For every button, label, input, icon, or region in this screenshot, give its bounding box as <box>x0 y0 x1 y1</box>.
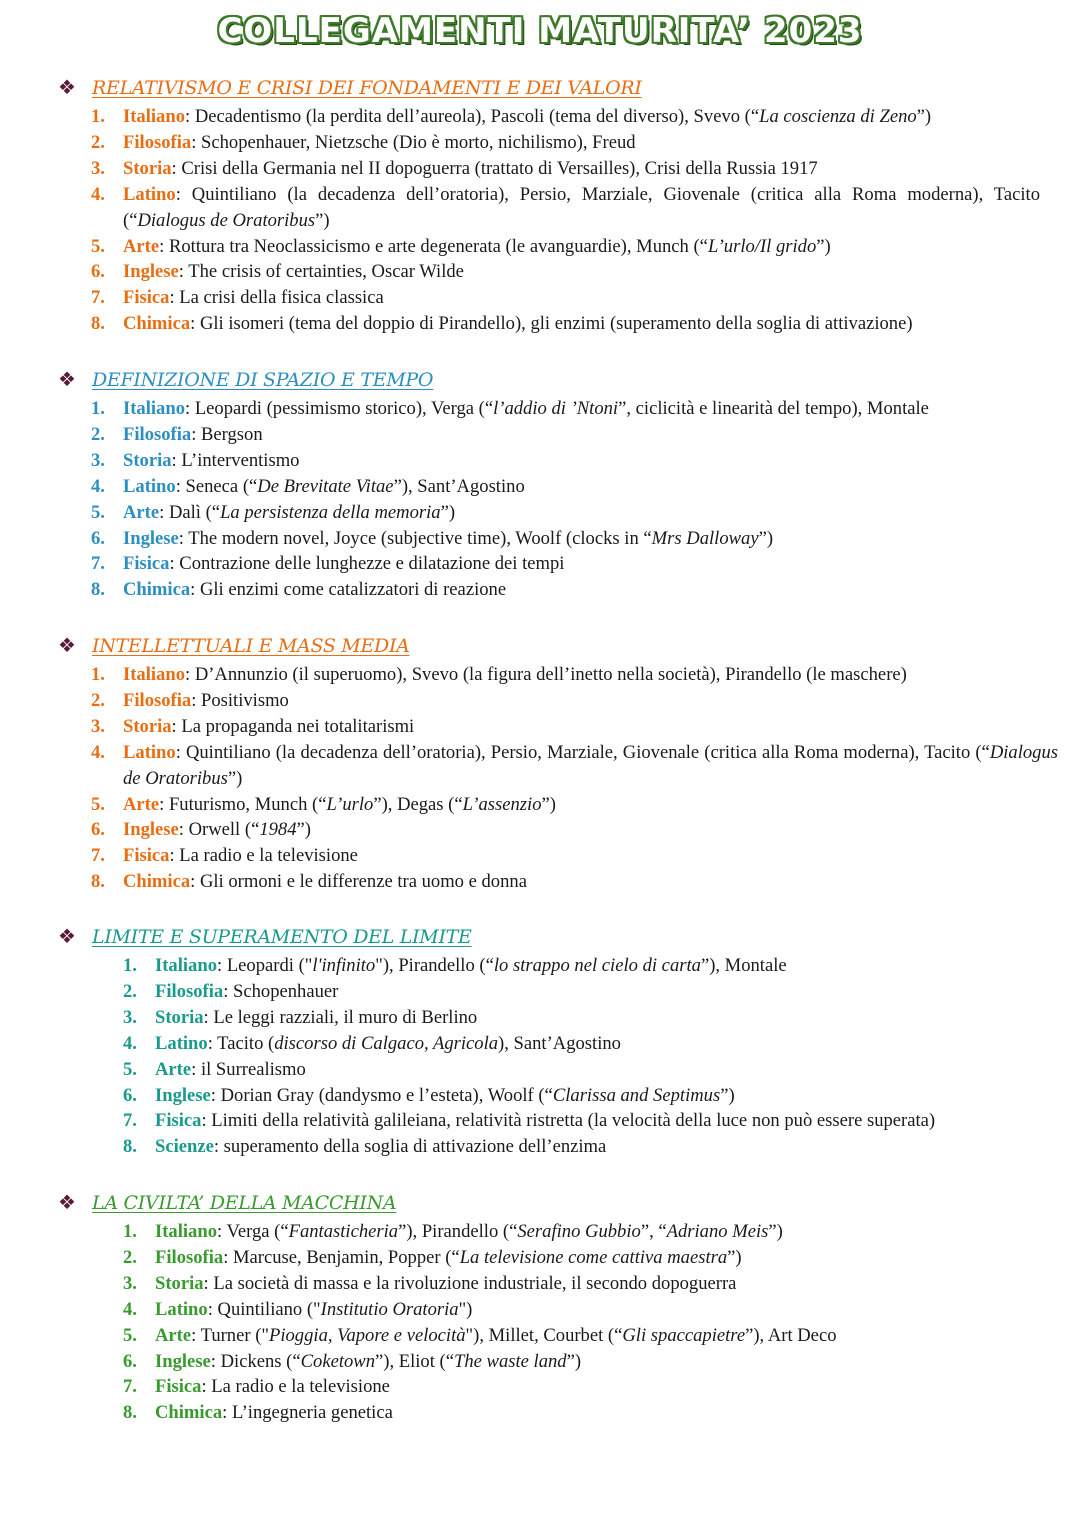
topic-description: : La crisi della fisica classica <box>169 287 384 309</box>
topic-description: : Gli ormoni e le differenze tra uomo e donna <box>190 871 527 893</box>
subject-label: Inglese <box>123 261 179 283</box>
subject-label: Latino <box>155 1298 208 1320</box>
item-number: 3. <box>91 449 105 471</box>
item-number: 8. <box>91 579 105 601</box>
item-number: 1. <box>123 955 137 976</box>
topic-description: : The modern novel, Joyce (subjective time), Woolf (clocks in “Mrs Dalloway”) <box>178 527 774 549</box>
topic-description: : Decadentismo (la perdita dell’aureola), Pascoli (tema del diverso), Svevo (“La coscienza di Zeno”) <box>185 106 932 127</box>
topic-description: : Le leggi razziali, il muro di Berlino <box>203 1006 478 1028</box>
item-number: 5. <box>123 1324 137 1346</box>
list-item <box>0 714 1080 740</box>
section-heading: RELATIVISMO E CRISI DEI FONDAMENTI E DEI VALORI <box>92 77 642 99</box>
item-number: 5. <box>91 235 105 257</box>
subject-label: Italiano <box>123 664 185 685</box>
subject-label: Latino <box>123 741 176 763</box>
subject-label: Inglese <box>155 1084 211 1106</box>
subject-label: Filosofia <box>123 689 192 711</box>
item-number: 6. <box>91 261 105 283</box>
topic-description: : Positivismo <box>191 689 289 711</box>
subject-label: Filosofia <box>123 423 192 445</box>
topic-description: : Dickens (“Coketown”), Eliot (“The waste land”) <box>210 1350 582 1372</box>
subject-label: Italiano <box>155 955 217 976</box>
subject-label: Storia <box>155 1006 204 1028</box>
subject-label: Arte <box>123 793 160 815</box>
subject-label: Inglese <box>155 1350 211 1372</box>
subject-label: Latino <box>123 475 176 497</box>
subject-label: Inglese <box>123 527 179 549</box>
topic-description: : Seneca (“De Brevitate Vitae”), Sant’Agostino <box>175 475 525 497</box>
topic-description: : Crisi della Germania nel II dopoguerra (trattato di Versailles), Crisi della Russia 1917 <box>171 157 818 179</box>
section-relativismo <box>0 75 1080 337</box>
topic-description: : Orwell (“1984”) <box>178 819 311 841</box>
subject-label: Filosofia <box>155 1246 224 1268</box>
subject-label: Filosofia <box>155 980 224 1002</box>
list-item <box>0 448 1080 474</box>
subject-label: Fisica <box>123 845 170 867</box>
subject-label: Arte <box>155 1058 192 1080</box>
topic-list <box>0 104 1080 337</box>
item-number: 4. <box>91 475 105 497</box>
item-number: 5. <box>91 501 105 523</box>
subject-label: Storia <box>123 715 172 737</box>
topic-description: : Quintiliano (la decadenza dell’oratoria), Persio, Marziale, Giovenale (critica alla Roma moderna), Tacito (“Dialogus de Oratoribus”) <box>123 183 1040 231</box>
list-item <box>0 1108 1080 1134</box>
list-item <box>0 1083 1080 1109</box>
item-number: 3. <box>91 715 105 737</box>
item-number: 6. <box>91 527 105 549</box>
subject-label: Chimica <box>123 871 191 893</box>
list-item <box>0 1374 1080 1400</box>
list-item <box>0 156 1080 182</box>
topic-description: : Leopardi ("l'infinito"), Pirandello (“lo strappo nel cielo di carta”), Montale <box>217 955 787 976</box>
item-number: 8. <box>91 313 105 335</box>
list-item <box>0 311 1080 337</box>
list-item <box>0 182 1080 234</box>
item-number: 1. <box>123 1221 137 1242</box>
list-item <box>0 1057 1080 1083</box>
list-item <box>0 869 1080 895</box>
item-number: 8. <box>123 1136 137 1158</box>
topic-description: : Futurismo, Munch (“L’urlo”), Degas (“L’assenzio”) <box>159 793 556 815</box>
item-number: 7. <box>91 553 105 575</box>
item-number: 5. <box>123 1058 137 1080</box>
item-number: 7. <box>123 1110 137 1132</box>
item-number: 4. <box>91 741 105 763</box>
topic-description: : La società di massa e la rivoluzione industriale, il secondo dopoguerra <box>203 1272 737 1294</box>
section-heading: LA CIVILTA’ DELLA MACCHINA <box>92 1192 397 1214</box>
subject-label: Chimica <box>123 579 191 601</box>
topic-description: : Gli isomeri (tema del doppio di Pirandello), gli enzimi (superamento della soglia di attivazione) <box>190 313 913 335</box>
topic-description: : Schopenhauer, Nietzsche (Dio è morto, nichilismo), Freud <box>191 131 636 153</box>
topic-description: : La propaganda nei totalitarismi <box>171 715 415 737</box>
section-spazio-tempo <box>0 367 1080 603</box>
item-number: 5. <box>91 793 105 815</box>
list-item <box>0 130 1080 156</box>
section-heading: DEFINIZIONE DI SPAZIO E TEMPO <box>92 369 434 391</box>
list-item <box>0 1031 1080 1057</box>
subject-label: Arte <box>123 501 160 523</box>
list-item <box>0 1134 1080 1160</box>
item-number: 2. <box>91 689 105 711</box>
list-item <box>0 1271 1080 1297</box>
list-item <box>0 259 1080 285</box>
list-item <box>0 500 1080 526</box>
list-item <box>0 1400 1080 1426</box>
topic-description: : D’Annunzio (il superuomo), Svevo (la figura dell’inetto nella società), Pirandello (le maschere) <box>185 664 907 685</box>
subject-label: Scienze <box>155 1136 214 1158</box>
topic-description: : La radio e la televisione <box>169 845 358 867</box>
topic-list <box>0 1219 1080 1426</box>
item-number: 7. <box>123 1376 137 1398</box>
topic-description: : Turner ("Pioggia, Vapore e velocità"), Millet, Courbet (“Gli spaccapietre”), Art Deco <box>191 1324 837 1346</box>
diamond-cluster-icon: ❖ <box>58 635 76 657</box>
list-item <box>0 474 1080 500</box>
list-item <box>0 285 1080 311</box>
item-number: 7. <box>91 845 105 867</box>
diamond-cluster-icon: ❖ <box>58 926 76 948</box>
subject-label: Chimica <box>123 313 191 335</box>
subject-label: Inglese <box>123 819 179 841</box>
topic-description: : superamento della soglia di attivazione dell’enzima <box>213 1136 607 1158</box>
list-item <box>0 1219 1080 1245</box>
page-title: COLLEGAMENTI MATURITA’ 2023 <box>217 11 863 51</box>
subject-label: Storia <box>155 1272 204 1294</box>
diamond-cluster-icon: ❖ <box>58 77 76 99</box>
diamond-cluster-icon: ❖ <box>58 1192 76 1214</box>
list-item <box>0 1323 1080 1349</box>
topic-description: : The crisis of certainties, Oscar Wilde <box>178 261 464 283</box>
topic-description: : Dalì (“La persistenza della memoria”) <box>159 501 456 523</box>
list-item <box>0 1245 1080 1271</box>
subject-label: Fisica <box>123 287 170 309</box>
topic-list <box>0 396 1080 603</box>
list-item <box>0 953 1080 979</box>
topic-description: : L’interventismo <box>171 449 300 471</box>
list-item <box>0 979 1080 1005</box>
item-number: 4. <box>123 1032 137 1054</box>
item-number: 3. <box>123 1272 137 1294</box>
topic-description: : L’ingegneria genetica <box>222 1402 393 1424</box>
topic-description: : Leopardi (pessimismo storico), Verga (“l’addio di ’Ntoni”, ciclicità e linearità del tempo), Montale <box>185 398 929 419</box>
list-item <box>0 551 1080 577</box>
list-item <box>0 1297 1080 1323</box>
subject-label: Italiano <box>123 106 185 127</box>
topic-description: : Limiti della relatività galileiana, relatività ristretta (la velocità della luce non può essere superata) <box>201 1110 936 1132</box>
item-number: 7. <box>91 287 105 309</box>
topic-description: : Bergson <box>191 423 263 445</box>
section-limite <box>0 924 1080 1160</box>
section-heading: INTELLETTUALI E MASS MEDIA <box>92 635 410 657</box>
section-heading: LIMITE E SUPERAMENTO DEL LIMITE <box>92 926 472 948</box>
topic-list <box>0 662 1080 895</box>
list-item <box>0 1005 1080 1031</box>
item-number: 8. <box>91 871 105 893</box>
list-item <box>0 577 1080 603</box>
item-number: 2. <box>123 1246 137 1268</box>
list-item <box>0 662 1080 688</box>
item-number: 2. <box>123 980 137 1002</box>
subject-label: Arte <box>123 235 160 257</box>
list-item <box>0 843 1080 869</box>
item-number: 4. <box>123 1298 137 1320</box>
list-item <box>0 234 1080 260</box>
list-item <box>0 740 1080 792</box>
subject-label: Filosofia <box>123 131 192 153</box>
subject-label: Chimica <box>155 1402 223 1424</box>
list-item <box>0 396 1080 422</box>
topic-description: : Tacito (discorso di Calgaco, Agricola), Sant’Agostino <box>207 1032 621 1054</box>
subject-label: Italiano <box>155 1221 217 1242</box>
list-item <box>0 526 1080 552</box>
item-number: 6. <box>123 1350 137 1372</box>
item-number: 1. <box>91 106 105 127</box>
topic-description: : Quintiliano ("Institutio Oratoria") <box>207 1298 473 1320</box>
list-item <box>0 1349 1080 1375</box>
list-item <box>0 817 1080 843</box>
topic-description: : Verga (“Fantasticheria”), Pirandello (“Serafino Gubbio”, “Adriano Meis”) <box>217 1221 783 1242</box>
item-number: 2. <box>91 131 105 153</box>
topic-description: : Dorian Gray (dandysmo e l’esteta), Woolf (“Clarissa and Septimus”) <box>210 1084 735 1106</box>
topic-description: : Marcuse, Benjamin, Popper (“La televisione come cattiva maestra”) <box>223 1246 742 1268</box>
topic-description: : Schopenhauer <box>223 980 339 1002</box>
section-macchina <box>0 1190 1080 1426</box>
topic-description: : Rottura tra Neoclassicismo e arte degenerata (le avanguardie), Munch (“L’urlo/Il grido”) <box>159 235 831 257</box>
topic-description: : Quintiliano (la decadenza dell’oratoria), Persio, Marziale, Giovenale (critica alla Roma moderna), Tacito (“Dialogus de Oratoribus”) <box>123 741 1058 789</box>
item-number: 6. <box>91 819 105 841</box>
topic-description: : il Surrealismo <box>191 1058 306 1080</box>
item-number: 6. <box>123 1084 137 1106</box>
subject-label: Storia <box>123 449 172 471</box>
subject-label: Latino <box>123 183 176 205</box>
topic-description: : La radio e la televisione <box>201 1376 390 1398</box>
item-number: 3. <box>91 157 105 179</box>
item-number: 3. <box>123 1006 137 1028</box>
item-number: 1. <box>91 398 105 419</box>
subject-label: Fisica <box>155 1110 202 1132</box>
subject-label: Fisica <box>123 553 170 575</box>
item-number: 1. <box>91 664 105 685</box>
list-item <box>0 688 1080 714</box>
topic-description: : Gli enzimi come catalizzatori di reazione <box>190 579 507 601</box>
subject-label: Italiano <box>123 398 185 419</box>
section-intellettuali <box>0 633 1080 895</box>
list-item <box>0 104 1080 130</box>
topic-list <box>0 953 1080 1160</box>
item-number: 2. <box>91 423 105 445</box>
subject-label: Latino <box>155 1032 208 1054</box>
item-number: 8. <box>123 1402 137 1424</box>
list-item <box>0 792 1080 818</box>
subject-label: Fisica <box>155 1376 202 1398</box>
topic-description: : Contrazione delle lunghezze e dilatazione dei tempi <box>169 553 565 575</box>
list-item <box>0 422 1080 448</box>
subject-label: Arte <box>155 1324 192 1346</box>
subject-label: Storia <box>123 157 172 179</box>
diamond-cluster-icon: ❖ <box>58 369 76 391</box>
item-number: 4. <box>91 183 105 205</box>
